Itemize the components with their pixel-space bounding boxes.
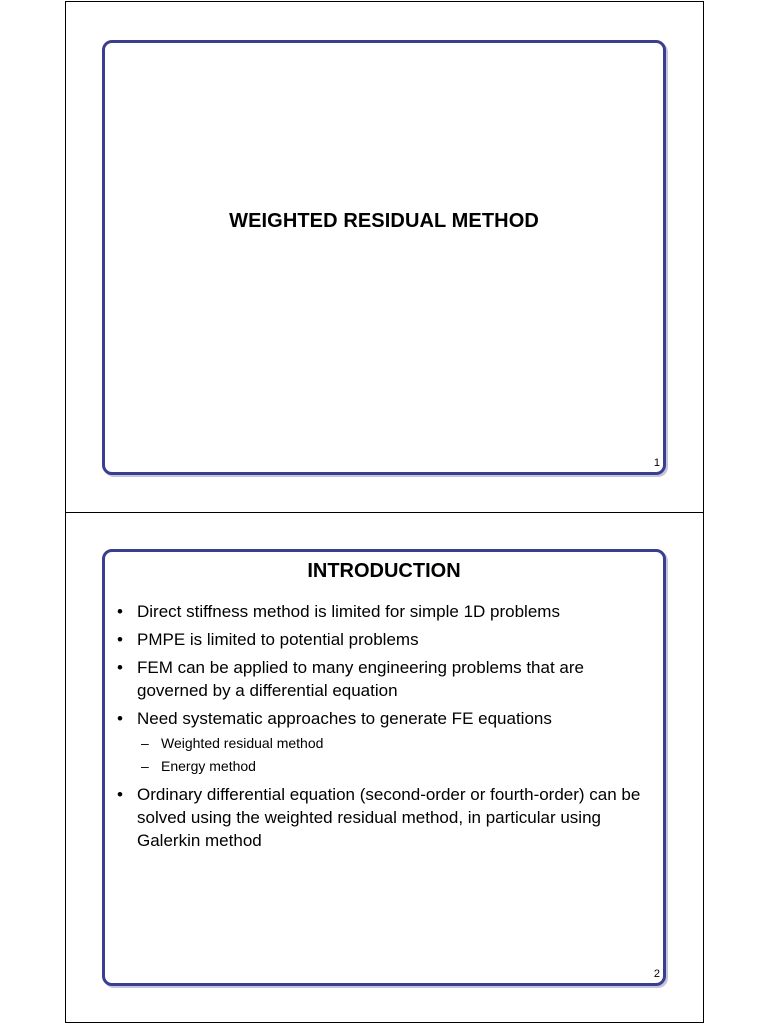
slide-title: WEIGHTED RESIDUAL METHOD [229, 210, 539, 232]
sub-bullet-text: Weighted residual method [161, 735, 324, 751]
bullet-item [115, 600, 655, 623]
bullet-text: PMPE is limited to potential problems [137, 630, 419, 649]
bullet-marker: • [117, 602, 123, 621]
bullet-marker: • [117, 630, 123, 649]
slide-number: 1 [653, 457, 660, 469]
slide-2 [102, 549, 666, 986]
bullet-item [115, 707, 655, 778]
sub-bullet-list [137, 732, 655, 778]
bullet-item [115, 628, 655, 651]
slide-title: INTRODUCTION [307, 560, 461, 582]
slide-1 [102, 40, 666, 475]
slide-number: 2 [653, 968, 660, 980]
sub-bullet-item [137, 732, 655, 755]
bullet-text: FEM can be applied to many engineering problems that are governed by a differential equation [137, 658, 584, 700]
handout-page-2 [65, 512, 704, 1023]
bullet-marker: • [117, 658, 123, 677]
sub-bullet-text: Energy method [161, 758, 256, 774]
bullet-text: Ordinary differential equation (second-order or fourth-order) can be solved using the weighted residual method, in particular using Galerkin method [137, 785, 641, 850]
sub-bullet-item [137, 755, 655, 778]
bullet-marker: • [117, 709, 123, 728]
bullet-text: Direct stiffness method is limited for simple 1D problems [137, 602, 560, 621]
bullet-item [115, 656, 655, 702]
bullet-list [115, 600, 655, 857]
bullet-item [115, 783, 655, 852]
sub-bullet-marker: – [141, 735, 149, 751]
bullet-text: Need systematic approaches to generate FE equations [137, 709, 552, 728]
sub-bullet-marker: – [141, 758, 149, 774]
handout-page-1 [65, 1, 704, 513]
bullet-marker: • [117, 785, 123, 804]
